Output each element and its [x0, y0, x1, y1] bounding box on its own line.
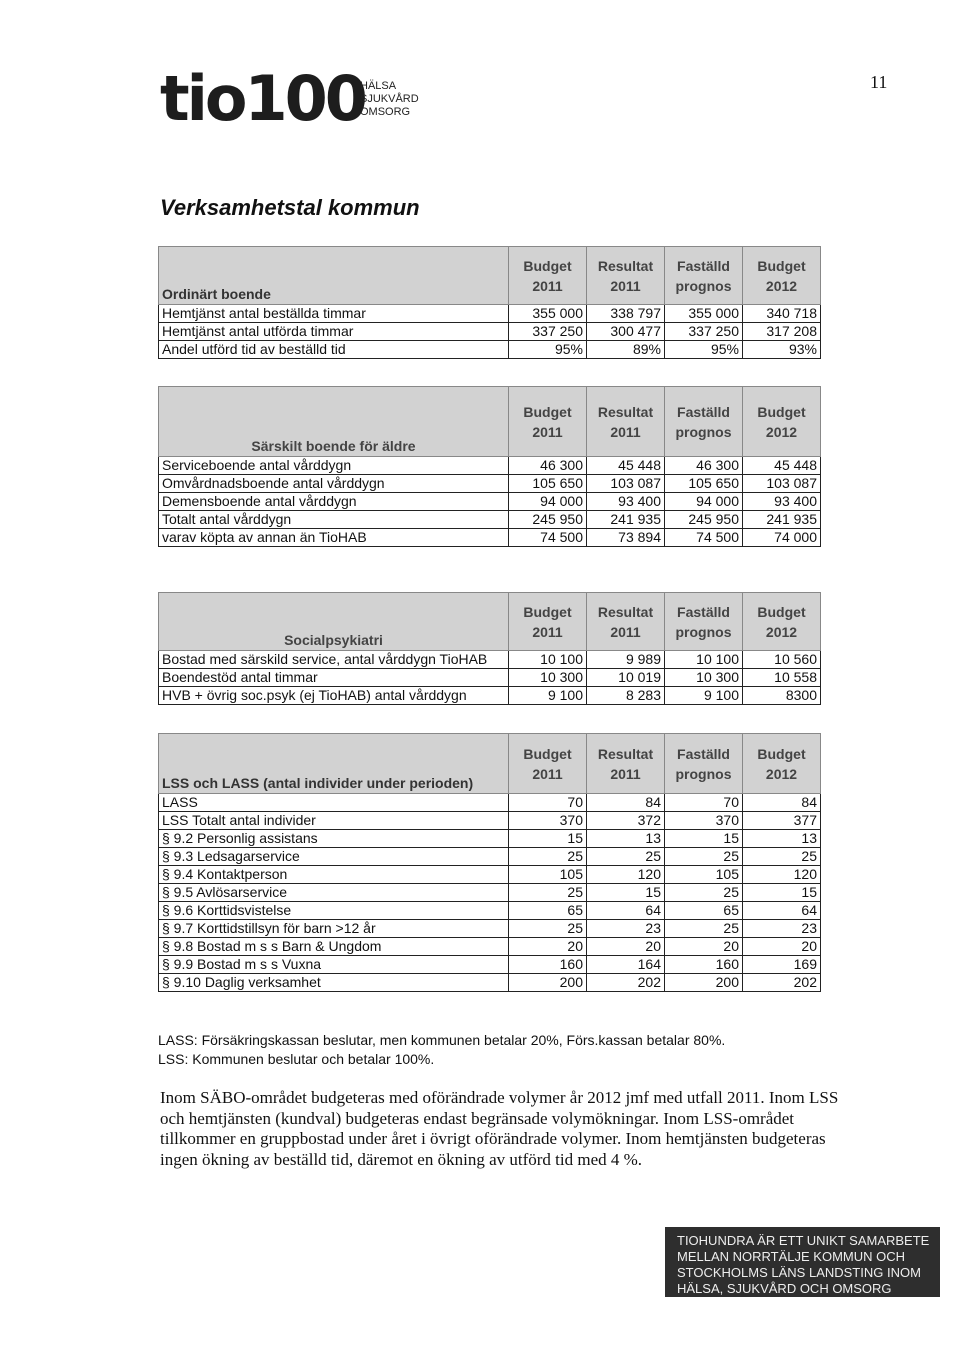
- cell-value: 15: [743, 884, 821, 902]
- row-label: Totalt antal vårddygn: [159, 511, 509, 529]
- body-paragraph: [160, 1088, 880, 1170]
- footer-line: TIOHUNDRA ÄR ETT UNIKT SAMARBETE: [677, 1233, 930, 1248]
- cell-value: 65: [509, 902, 587, 920]
- table-header-row: [159, 734, 821, 794]
- table-row: [159, 812, 821, 830]
- footer-line: MELLAN NORRTÄLJE KOMMUN OCH: [677, 1249, 906, 1264]
- cell-value: 300 477: [587, 323, 665, 341]
- column-header-line1: Faställd: [677, 745, 730, 762]
- row-label: § 9.7 Korttidstillsyn för barn >12 år: [159, 920, 509, 938]
- table-row: [159, 848, 821, 866]
- cell-value: 13: [587, 830, 665, 848]
- table-row: [159, 920, 821, 938]
- column-header: [743, 593, 821, 651]
- column-header-line2: 2011: [532, 277, 563, 294]
- column-header-line1: Resultat: [597, 603, 654, 620]
- column-header: [743, 734, 821, 794]
- cell-value: 372: [587, 812, 665, 830]
- row-label: § 9.3 Ledsagarservice: [159, 848, 509, 866]
- column-header-line1: Budget: [523, 257, 572, 274]
- cell-value: 338 797: [587, 305, 665, 323]
- cell-value: 317 208: [743, 323, 821, 341]
- cell-value: 337 250: [665, 323, 743, 341]
- cell-value: 74 500: [509, 529, 587, 547]
- table-section-title: Socialpsykiatri: [159, 593, 509, 651]
- cell-value: 245 950: [509, 511, 587, 529]
- table-socialpsykiatri: [158, 592, 821, 705]
- row-label: § 9.2 Personlig assistans: [159, 830, 509, 848]
- footer-line: HÄLSA, SJUKVÅRD OCH OMSORG: [677, 1281, 892, 1296]
- column-header: [665, 593, 743, 651]
- row-label: § 9.10 Daglig verksamhet: [159, 974, 509, 992]
- column-header-line1: Faställd: [677, 257, 730, 274]
- cell-value: 73 894: [587, 529, 665, 547]
- cell-value: 245 950: [665, 511, 743, 529]
- cell-value: 84: [587, 794, 665, 812]
- cell-value: 9 100: [665, 687, 743, 705]
- cell-value: 20: [587, 938, 665, 956]
- column-header: [743, 387, 821, 457]
- cell-value: 103 087: [743, 475, 821, 493]
- cell-value: 9 989: [587, 651, 665, 669]
- cell-value: 10 558: [743, 669, 821, 687]
- footer-box: [665, 1227, 940, 1297]
- column-header: [509, 387, 587, 457]
- cell-value: 10 019: [587, 669, 665, 687]
- cell-value: 64: [743, 902, 821, 920]
- column-header-line2: 2011: [610, 423, 641, 440]
- column-header-line1: Resultat: [597, 257, 654, 274]
- cell-value: 202: [587, 974, 665, 992]
- column-header-line2: 2012: [765, 623, 798, 640]
- column-header-line1: Budget: [523, 745, 572, 762]
- paragraph-line: Inom SÄBO-området budgeteras med oförändrade volymer år 2012 jmf med utfall 2011. Inom LSS: [160, 1088, 839, 1107]
- column-header-line1: Resultat: [597, 403, 654, 420]
- cell-value: 15: [509, 830, 587, 848]
- column-header: [587, 734, 665, 794]
- cell-value: 93 400: [743, 493, 821, 511]
- cell-value: 105: [665, 866, 743, 884]
- cell-value: 15: [587, 884, 665, 902]
- column-header-line2: prognos: [675, 277, 732, 294]
- column-header-line1: Budget: [757, 745, 806, 762]
- table-ordinart-boende: [158, 246, 821, 359]
- cell-value: 70: [509, 794, 587, 812]
- cell-value: 164: [587, 956, 665, 974]
- cell-value: 93%: [743, 341, 821, 359]
- row-label: Andel utförd tid av beställd tid: [159, 341, 509, 359]
- cell-value: 105: [509, 866, 587, 884]
- column-header-line1: Budget: [523, 603, 572, 620]
- table-lss-lass: [158, 733, 821, 992]
- cell-value: 25: [665, 848, 743, 866]
- cell-value: 45 448: [743, 457, 821, 475]
- cell-value: 95%: [509, 341, 587, 359]
- cell-value: 120: [743, 866, 821, 884]
- logo-line: SJUKVÅRD: [360, 93, 419, 105]
- cell-value: 94 000: [665, 493, 743, 511]
- cell-value: 95%: [665, 341, 743, 359]
- column-header-line1: Budget: [523, 403, 572, 420]
- table-header-row: [159, 593, 821, 651]
- column-header: [665, 247, 743, 305]
- column-header: [665, 734, 743, 794]
- cell-value: 64: [587, 902, 665, 920]
- column-header-line2: 2011: [610, 277, 641, 294]
- column-header-line2: 2011: [532, 423, 563, 440]
- cell-value: 25: [509, 920, 587, 938]
- logo-tagline: [360, 80, 419, 119]
- row-label: HVB + övrig soc.psyk (ej TioHAB) antal vårddygn: [159, 687, 509, 705]
- column-header: [587, 593, 665, 651]
- cell-value: 65: [665, 902, 743, 920]
- table-row: [159, 323, 821, 341]
- cell-value: 89%: [587, 341, 665, 359]
- table-row: [159, 529, 821, 547]
- row-label: Boendestöd antal timmar: [159, 669, 509, 687]
- cell-value: 8 283: [587, 687, 665, 705]
- footer-line: STOCKHOLMS LÄNS LANDSTING INOM: [677, 1265, 921, 1280]
- cell-value: 23: [743, 920, 821, 938]
- cell-value: 200: [665, 974, 743, 992]
- cell-value: 20: [743, 938, 821, 956]
- cell-value: 25: [665, 884, 743, 902]
- cell-value: 160: [509, 956, 587, 974]
- row-label: Hemtjänst antal utförda timmar: [159, 323, 509, 341]
- cell-value: 10 300: [509, 669, 587, 687]
- column-header-line2: prognos: [675, 765, 732, 782]
- cell-value: 46 300: [509, 457, 587, 475]
- cell-value: 25: [665, 920, 743, 938]
- table-row: [159, 493, 821, 511]
- paragraph-line: och hemtjänsten (kundval) budgeteras endast begränsade volymökningar. Inom LSS-området: [160, 1108, 795, 1128]
- table-section-title: LSS och LASS (antal individer under perioden): [159, 734, 509, 794]
- logo-wordmark: tio100: [160, 62, 365, 135]
- row-label: § 9.9 Bostad m s s Vuxna: [159, 956, 509, 974]
- cell-value: 355 000: [509, 305, 587, 323]
- cell-value: 45 448: [587, 457, 665, 475]
- column-header-line2: 2011: [532, 623, 563, 640]
- cell-value: 241 935: [743, 511, 821, 529]
- table-section-title: Ordinärt boende: [159, 247, 509, 305]
- cell-value: 10 100: [665, 651, 743, 669]
- row-label: § 9.6 Korttidsvistelse: [159, 902, 509, 920]
- table-row: [159, 457, 821, 475]
- page-number: 11: [870, 72, 888, 92]
- column-header-line2: 2012: [765, 277, 798, 294]
- column-header: [509, 247, 587, 305]
- column-header-line1: Budget: [757, 603, 806, 620]
- column-header: [665, 387, 743, 457]
- table-row: [159, 305, 821, 323]
- column-header-line2: 2011: [610, 623, 641, 640]
- cell-value: 23: [587, 920, 665, 938]
- column-header-line1: Faställd: [677, 403, 730, 420]
- cell-value: 20: [509, 938, 587, 956]
- cell-value: 25: [509, 848, 587, 866]
- cell-value: 10 300: [665, 669, 743, 687]
- cell-value: 84: [743, 794, 821, 812]
- table-row: [159, 669, 821, 687]
- table-section-title: Särskilt boende för äldre: [159, 387, 509, 457]
- cell-value: 8300: [743, 687, 821, 705]
- column-header-line2: prognos: [675, 623, 732, 640]
- column-header-line1: Budget: [757, 403, 806, 420]
- logo-line: OMSORG: [360, 106, 411, 118]
- column-header-line2: 2012: [765, 765, 798, 782]
- row-label: Omvårdnadsboende antal vårddygn: [159, 475, 509, 493]
- table-header-row: [159, 247, 821, 305]
- paragraph-line: tillkommer en gruppbostad under året i övrigt oförändrade volymer. Inom hemtjänsten budgeteras: [160, 1129, 826, 1148]
- table-row: [159, 830, 821, 848]
- table-row: [159, 794, 821, 812]
- cell-value: 46 300: [665, 457, 743, 475]
- table-sarskilt-boende: [158, 386, 821, 547]
- cell-value: 370: [509, 812, 587, 830]
- cell-value: 74 500: [665, 529, 743, 547]
- cell-value: 200: [509, 974, 587, 992]
- cell-value: 25: [509, 884, 587, 902]
- column-header: [743, 247, 821, 305]
- page-title: Verksamhetstal kommun: [160, 195, 420, 220]
- column-header-line1: Budget: [757, 257, 806, 274]
- cell-value: 103 087: [587, 475, 665, 493]
- note-lass: LASS: Försäkringskassan beslutar, men kommunen betalar 20%, Förs.kassan betalar 80%.: [158, 1032, 726, 1048]
- table-row: [159, 884, 821, 902]
- cell-value: 340 718: [743, 305, 821, 323]
- cell-value: 13: [743, 830, 821, 848]
- table-row: [159, 938, 821, 956]
- row-label: LSS Totalt antal individer: [159, 812, 509, 830]
- table-row: [159, 866, 821, 884]
- column-header: [587, 387, 665, 457]
- row-label: Hemtjänst antal beställda timmar: [159, 305, 509, 323]
- table-row: [159, 902, 821, 920]
- column-header: [587, 247, 665, 305]
- cell-value: 15: [665, 830, 743, 848]
- row-label: Serviceboende antal vårddygn: [159, 457, 509, 475]
- cell-value: 94 000: [509, 493, 587, 511]
- table-row: [159, 687, 821, 705]
- table-row: [159, 475, 821, 493]
- table-row: [159, 341, 821, 359]
- row-label: § 9.8 Bostad m s s Barn & Ungdom: [159, 938, 509, 956]
- paragraph-line: ingen ökning av beställd tid, däremot en ökning av utförd tid med 4 %.: [160, 1149, 643, 1169]
- cell-value: 355 000: [665, 305, 743, 323]
- row-label: varav köpta av annan än TioHAB: [159, 529, 509, 547]
- logo-line: HÄLSA: [360, 80, 397, 92]
- cell-value: 74 000: [743, 529, 821, 547]
- cell-value: 10 560: [743, 651, 821, 669]
- table-row: [159, 956, 821, 974]
- column-header-line2: 2012: [765, 423, 798, 440]
- cell-value: 105 650: [509, 475, 587, 493]
- cell-value: 70: [665, 794, 743, 812]
- cell-value: 9 100: [509, 687, 587, 705]
- table-header-row: [159, 387, 821, 457]
- column-header-line2: 2011: [610, 765, 641, 782]
- cell-value: 120: [587, 866, 665, 884]
- row-label: Demensboende antal vårddygn: [159, 493, 509, 511]
- cell-value: 241 935: [587, 511, 665, 529]
- column-header: [509, 734, 587, 794]
- column-header-line1: Faställd: [677, 603, 730, 620]
- note-lss: LSS: Kommunen beslutar och betalar 100%.: [158, 1051, 435, 1067]
- cell-value: 202: [743, 974, 821, 992]
- cell-value: 93 400: [587, 493, 665, 511]
- table-row: [159, 511, 821, 529]
- cell-value: 25: [587, 848, 665, 866]
- cell-value: 377: [743, 812, 821, 830]
- cell-value: 370: [665, 812, 743, 830]
- cell-value: 105 650: [665, 475, 743, 493]
- table-row: [159, 974, 821, 992]
- row-label: Bostad med särskild service, antal vårddygn TioHAB: [159, 651, 509, 669]
- row-label: § 9.5 Avlösarservice: [159, 884, 509, 902]
- logo: [160, 62, 420, 135]
- column-header-line2: prognos: [675, 423, 732, 440]
- column-header-line2: 2011: [532, 765, 563, 782]
- cell-value: 25: [743, 848, 821, 866]
- cell-value: 20: [665, 938, 743, 956]
- column-header-line1: Resultat: [597, 745, 654, 762]
- cell-value: 10 100: [509, 651, 587, 669]
- cell-value: 169: [743, 956, 821, 974]
- cell-value: 160: [665, 956, 743, 974]
- cell-value: 337 250: [509, 323, 587, 341]
- column-header: [509, 593, 587, 651]
- row-label: § 9.4 Kontaktperson: [159, 866, 509, 884]
- table-row: [159, 651, 821, 669]
- row-label: LASS: [159, 794, 509, 812]
